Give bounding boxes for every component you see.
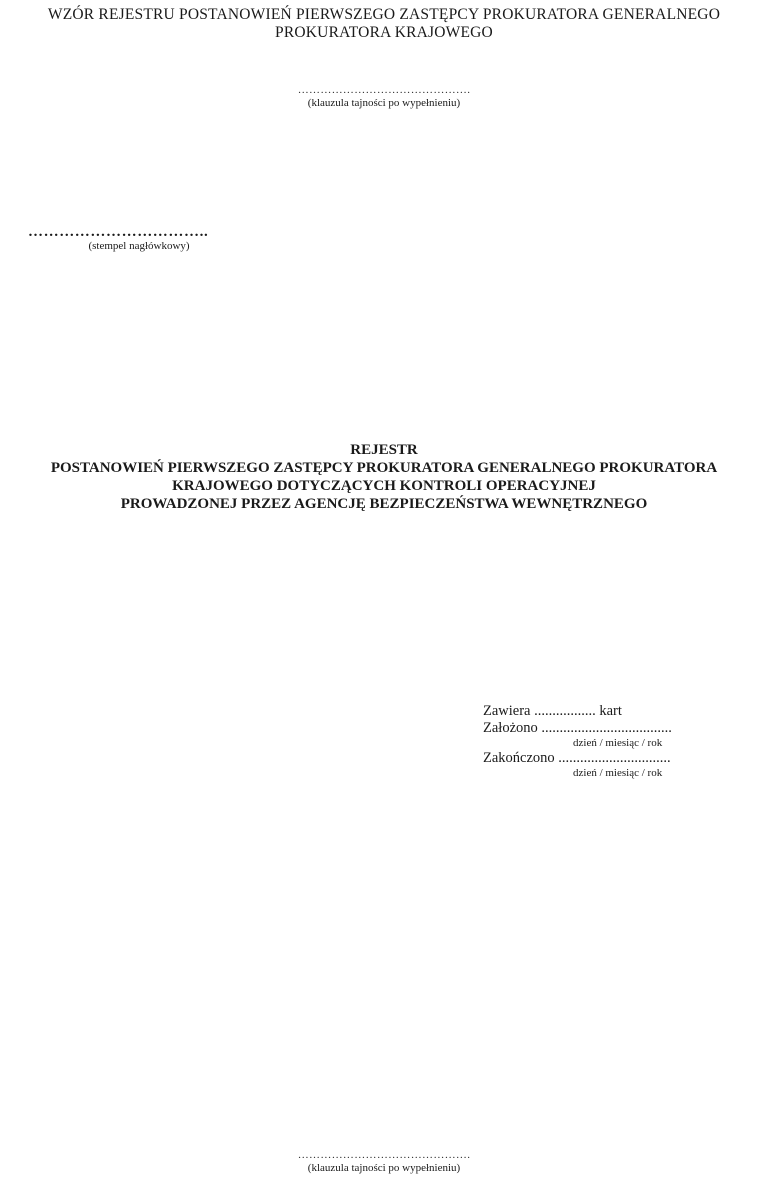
secrecy-clause-top-dots: ………………………………………. bbox=[297, 84, 471, 96]
register-info-block bbox=[483, 703, 743, 780]
header-line-1: WZÓR REJESTRU POSTANOWIEŃ PIERWSZEGO ZASTĘPCY PROKURATORA GENERALNEGO bbox=[47, 6, 721, 23]
sheets-count-field: Zawiera ................. kart bbox=[483, 703, 622, 719]
established-date-hint: dzień / miesiąc / rok bbox=[573, 737, 663, 749]
header-stamp bbox=[28, 224, 258, 253]
header-stamp-label: (stempel nagłówkowy) bbox=[88, 240, 190, 252]
secrecy-clause-bottom-dots: ………………………………………. bbox=[297, 1149, 471, 1161]
closed-date-hint: dzień / miesiąc / rok bbox=[573, 767, 663, 779]
secrecy-clause-bottom-label: (klauzula tajności po wypełnieniu) bbox=[307, 1162, 461, 1174]
secrecy-clause-top bbox=[234, 84, 534, 110]
closed-date-field: Zakończono ............................... bbox=[483, 750, 671, 766]
register-title-line-2: POSTANOWIEŃ PIERWSZEGO ZASTĘPCY PROKURATORA GENERALNEGO PROKURATORA bbox=[50, 460, 718, 476]
register-title-line-3: KRAJOWEGO DOTYCZĄCYCH KONTROLI OPERACYJNEJ bbox=[172, 478, 596, 494]
header-line-2: PROKURATORA KRAJOWEGO bbox=[275, 24, 493, 41]
register-title-line-1: REJESTR bbox=[350, 442, 418, 458]
secrecy-clause-bottom bbox=[234, 1149, 534, 1175]
secrecy-clause-top-label: (klauzula tajności po wypełnieniu) bbox=[307, 97, 461, 109]
register-title-line-4: PROWADZONEJ PRZEZ AGENCJĘ BEZPIECZEŃSTWA WEWNĘTRZNEGO bbox=[120, 496, 648, 512]
established-date-field: Założono .................................... bbox=[483, 720, 672, 736]
register-title bbox=[0, 441, 768, 513]
header-stamp-dots: …………………………….. bbox=[28, 224, 209, 240]
document-header bbox=[0, 6, 768, 42]
